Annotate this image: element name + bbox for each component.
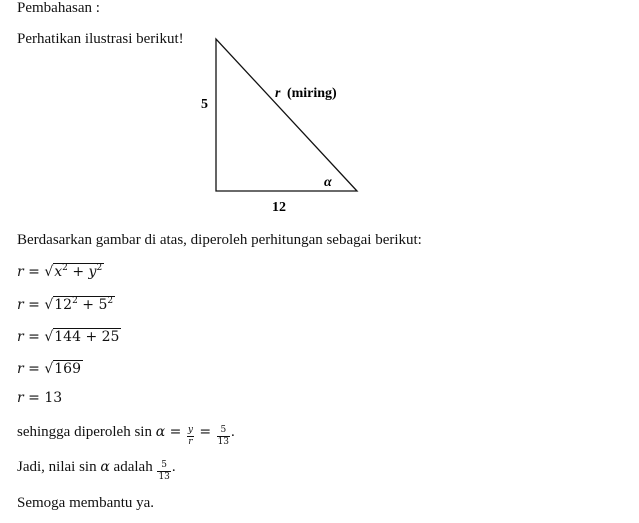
- step-3: r = √144 + 25: [17, 329, 120, 345]
- step-2: $r = √12^2 + 5^2$: [17, 296, 114, 313]
- step-1: $r = √x^2 + y^2$: [17, 263, 103, 280]
- conclusion-value: Jadi, nilai sin α adalah $\frac{5}{13}$ .: [17, 459, 176, 482]
- intro-text: Perhatikan ilustrasi berikut!: [17, 31, 184, 47]
- vertical-side-label: 5: [201, 97, 208, 112]
- angle-label: α: [324, 175, 332, 190]
- step-5: r = 13: [17, 390, 63, 406]
- svg-text:r (miring): [275, 86, 337, 101]
- explanation-text: Berdasarkan gambar di atas, diperoleh perhitungan sebagai berikut:: [17, 232, 422, 248]
- conclusion-sin: sehingga diperoleh sin α = $\frac{y}{r}$ = $\frac{5}{13}$ .: [17, 424, 235, 447]
- step-4: r = √169: [17, 361, 81, 377]
- hypotenuse-word-label: (miring): [286, 86, 337, 101]
- hypotenuse-variable-label: r: [275, 86, 281, 101]
- triangle-shape: [216, 39, 357, 191]
- heading: Pembahasan :: [17, 0, 100, 16]
- closing-text: Semoga membantu ya.: [17, 495, 155, 511]
- horizontal-side-label: 12: [272, 200, 286, 215]
